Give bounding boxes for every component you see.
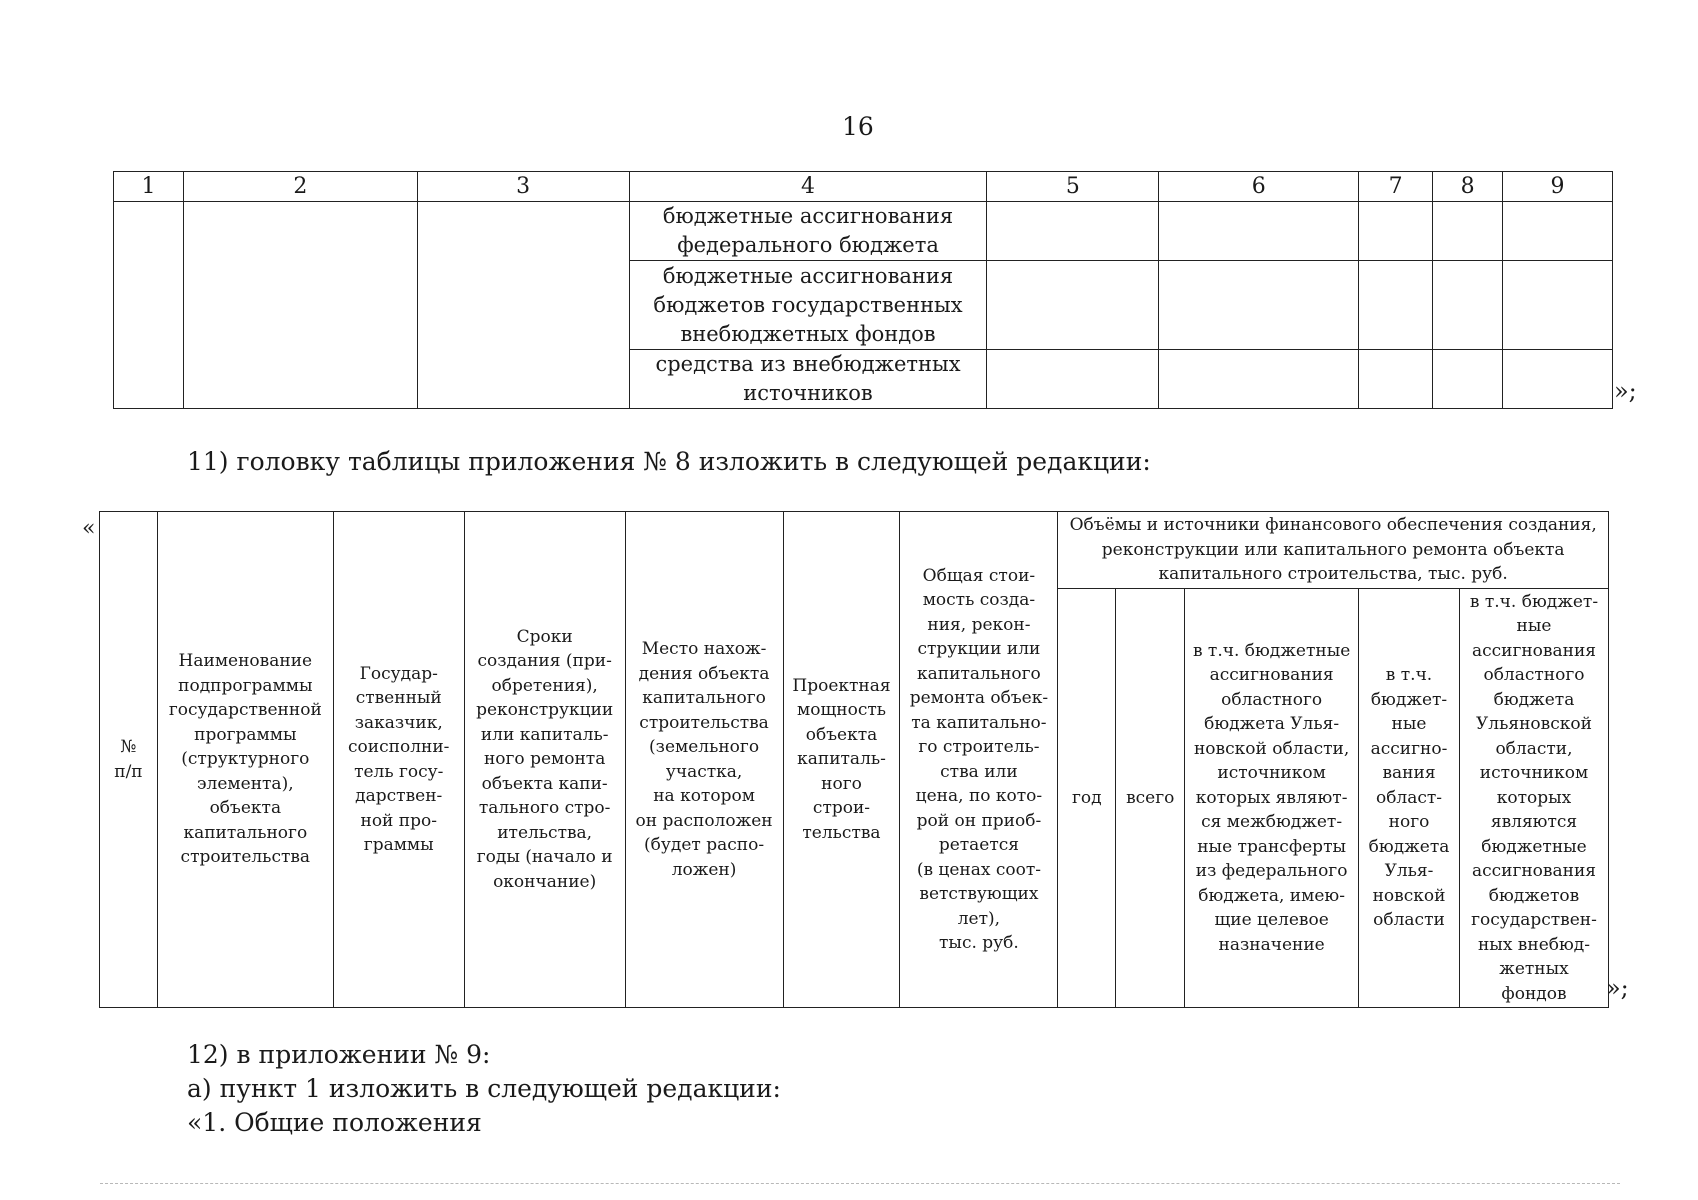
header-number: № п/п bbox=[100, 512, 158, 1008]
continuation-table bbox=[113, 171, 1613, 409]
table-cell bbox=[987, 261, 1159, 350]
funding-source-extrabudgetary-funds: бюджетные ассигнования бюджетов государственных внебюджетных фондов bbox=[629, 261, 987, 350]
header-total: всего bbox=[1116, 588, 1185, 1008]
header-funding-group: Объёмы и источники финансового обеспечения создания, реконструкции или капитального ремонта объекта капитального строительства, тыс. руб. bbox=[1058, 512, 1609, 589]
table-cell bbox=[1159, 261, 1359, 350]
table-cell bbox=[987, 350, 1159, 409]
paragraph-a: а) пункт 1 изложить в следующей редакции: bbox=[187, 1074, 781, 1103]
table-cell bbox=[1359, 202, 1433, 261]
column-number-row bbox=[114, 172, 1613, 202]
column-number: 8 bbox=[1433, 172, 1503, 202]
header-regional-budget: в т.ч. бюджет- ные ассигно- вания област- ного бюджета Улья- новской области bbox=[1359, 588, 1460, 1008]
header-location: Место нахож- дения объекта капитального строительства (земельного участка, на котором он расположен (будет распо- ложен) bbox=[625, 512, 783, 1008]
header-row-top bbox=[100, 512, 1609, 589]
table-cell bbox=[1359, 261, 1433, 350]
column-number: 1 bbox=[114, 172, 184, 202]
header-capacity: Проектная мощность объекта капиталь- ного строи- тельства bbox=[783, 512, 900, 1008]
table-cell bbox=[1359, 350, 1433, 409]
table-cell bbox=[417, 202, 629, 409]
column-number: 3 bbox=[417, 172, 629, 202]
table-cell bbox=[1503, 202, 1613, 261]
scan-artifact-line bbox=[100, 1183, 1620, 1184]
table-cell bbox=[1503, 261, 1613, 350]
table-cell bbox=[114, 202, 184, 409]
header-extrabudgetary-funds: в т.ч. бюджет- ные ассигнования областного бюджета Ульяновской области, источником которых являются бюджетные ассигнования бюджетов государствен- ных внебюд- жетных фондов bbox=[1459, 588, 1608, 1008]
opening-quote: « bbox=[82, 516, 96, 541]
header-subprogram-name: Наименование подпрограммы государственной программы (структурного элемента), объекта капитального строительства bbox=[157, 512, 333, 1008]
column-number: 9 bbox=[1503, 172, 1613, 202]
header-federal-transfers: в т.ч. бюджетные ассигнования областного бюджета Улья- новской области, источником которых являют- ся межбюджет- ные трансферты из федерального бюджета, имею- щие целевое назначение bbox=[1185, 588, 1359, 1008]
table-cell bbox=[1433, 350, 1503, 409]
page-number: 16 bbox=[842, 112, 874, 141]
appendix-8-table-header bbox=[99, 511, 1609, 1008]
paragraph-12: 12) в приложении № 9: bbox=[187, 1040, 491, 1069]
header-total-cost: Общая стои- мость созда- ния, рекон- струкции или капитального ремонта объек- та капитально- го строитель- ства или цена, по кото- рой он приоб- ретается (в ценах соот- ветствующих лет), тыс. руб. bbox=[900, 512, 1058, 1008]
table-cell bbox=[1433, 261, 1503, 350]
header-timeframe: Сроки создания (при- обретения), реконструкции или капиталь- ного ремонта объекта капи- тального стро- ительства, годы (начало и окончание) bbox=[464, 512, 625, 1008]
closing-quote: »; bbox=[1614, 377, 1637, 405]
table-cell bbox=[183, 202, 417, 409]
funding-source-non-budget: средства из внебюджетных источников bbox=[629, 350, 987, 409]
section-heading: «1. Общие положения bbox=[187, 1108, 482, 1137]
column-number: 5 bbox=[987, 172, 1159, 202]
header-customer: Государ- ственный заказчик, соисполни- тель госу- дарствен- ной про- граммы bbox=[333, 512, 464, 1008]
table-cell bbox=[1503, 350, 1613, 409]
table-cell bbox=[1433, 202, 1503, 261]
funding-source-federal: бюджетные ассигнования федерального бюджета bbox=[629, 202, 987, 261]
column-number: 7 bbox=[1359, 172, 1433, 202]
column-number: 6 bbox=[1159, 172, 1359, 202]
column-number: 4 bbox=[629, 172, 987, 202]
table-cell bbox=[1159, 350, 1359, 409]
table-cell bbox=[987, 202, 1159, 261]
paragraph-11: 11) головку таблицы приложения № 8 изложить в следующей редакции: bbox=[187, 447, 1151, 476]
closing-quote: »; bbox=[1606, 974, 1629, 1002]
table-cell bbox=[1159, 202, 1359, 261]
column-number: 2 bbox=[183, 172, 417, 202]
header-year: год bbox=[1058, 588, 1116, 1008]
table-row bbox=[114, 202, 1613, 261]
